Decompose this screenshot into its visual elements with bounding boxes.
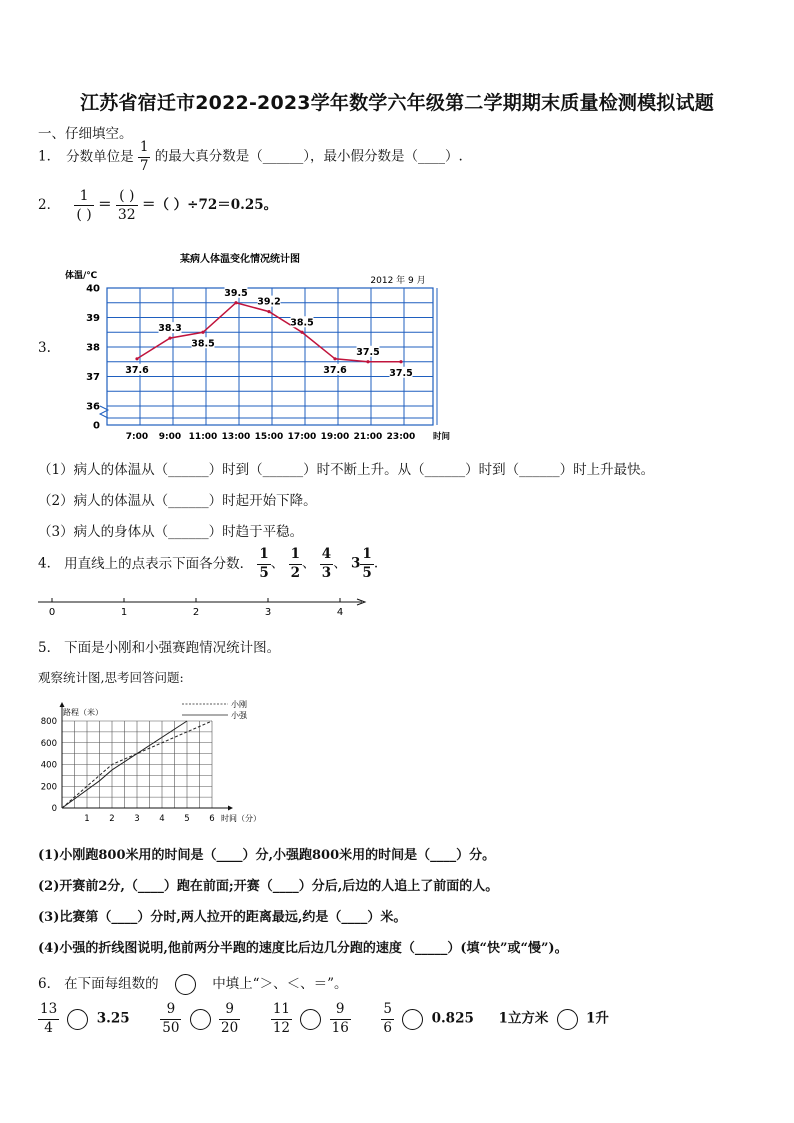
temp-xtick: 17:00 — [287, 432, 317, 442]
race-xtick: 5 — [184, 814, 190, 824]
question-5 — [38, 636, 280, 656]
race-chart-xticks — [84, 814, 214, 824]
race-xtick: 1 — [84, 814, 90, 824]
compare-circle-4[interactable] — [402, 1009, 423, 1030]
q2-equals: ＝ — [98, 197, 112, 213]
race-ytick: 400 — [40, 760, 57, 771]
temp-ytick: 0 — [93, 420, 100, 432]
question-4: 4． 用直线上的点表示下面各分数． $\frac{1}{5}$ 、 $\frac{1}{2}$ 、 $\frac{4}{3}$ 、 3 $\frac{1}{5}$ . — [38, 546, 379, 581]
q6-g2-left: $\frac{9}{50}$ — [162, 1001, 180, 1036]
page-title: 江苏省宿迁市2022-2023学年数学六年级第二学期期末质量检测模拟试题 — [80, 92, 714, 114]
race-ytick: 800 — [40, 717, 57, 727]
q5-sub4: (4)小强的折线图说明,他前两分半跑的速度比后边几分跑的速度（_____）(填“快”或“慢”)。 — [38, 941, 568, 956]
temp-xtick: 23:00 — [386, 432, 416, 442]
q3-sub1: （1）病人的体温从（______）时到（______）时不断上升。从（______）时到（______）时上升最快。 — [38, 462, 655, 478]
temp-data-label: 37.6 — [323, 364, 347, 376]
temp-xtick: 15:00 — [254, 432, 284, 442]
q2-fraction-1: $\frac{1}{( )}$ — [76, 188, 92, 223]
temp-xtick: 9:00 — [158, 432, 182, 442]
temp-ytick: 39 — [86, 313, 100, 324]
q6-g3-right: $\frac{9}{16}$ — [331, 1001, 349, 1036]
q6-g1-left: $\frac{13}{4}$ — [40, 1001, 58, 1036]
q4-number: 4． — [38, 555, 61, 572]
temp-data-label: 39.2 — [257, 296, 281, 308]
temp-point — [234, 301, 237, 304]
temp-data-label: 37.6 — [125, 364, 149, 376]
temp-data-label: 39.5 — [224, 287, 248, 299]
temp-chart-xlabel: 时间 — [433, 432, 451, 442]
temp-chart-xticks — [126, 432, 416, 442]
q6-g4-left: $\frac{5}{6}$ — [383, 1001, 392, 1036]
race-chart-ylabel: 路程（米） — [63, 708, 103, 717]
temp-point — [366, 360, 369, 363]
temp-xtick: 13:00 — [221, 432, 251, 442]
temp-data-label: 37.5 — [356, 346, 380, 358]
q5-sub1: (1)小刚跑800米用的时间是（____）分,小强跑800米用的时间是（____）分。 — [38, 848, 496, 863]
temp-ytick: 36 — [86, 401, 100, 413]
q5-sub3: (3)比赛第（____）分时,两人拉开的距离最远,约是（____）米。 — [38, 910, 407, 925]
temp-data-label: 37.5 — [389, 367, 413, 379]
number-line-label: 0 — [48, 607, 56, 618]
temp-xtick: 7:00 — [125, 432, 149, 442]
q4-fraction-1: $\frac{1}{5}$ — [259, 546, 269, 581]
q6-groups — [38, 1003, 609, 1035]
q6-g3-left: $\frac{11}{12}$ — [272, 1001, 291, 1036]
number-line-label: 1 — [120, 607, 128, 618]
number-line — [35, 592, 375, 622]
temp-xtick: 19:00 — [320, 432, 350, 442]
temp-ytick: 40 — [86, 283, 100, 295]
compare-circle-1[interactable] — [67, 1009, 88, 1030]
q2-rest: ＝（ ）÷72＝0.25。 — [141, 197, 278, 213]
temp-point — [267, 310, 270, 313]
temp-chart-yticks — [86, 284, 100, 432]
q5-text: 下面是小刚和小强赛跑情况统计图。 — [64, 640, 281, 656]
race-xtick: 4 — [159, 814, 165, 824]
temp-chart-ylabel: 体温/℃ — [65, 271, 98, 281]
race-chart-yticks — [41, 717, 57, 814]
q1-pre: 分数单位是 — [66, 148, 134, 165]
number-line-label: 3 — [264, 607, 272, 618]
q6-g5-right: 1升 — [585, 1010, 609, 1027]
q5-sub2: (2)开赛前2分,（____）跑在前面;开赛（____）分后,后边的人追上了前面的人。 — [38, 879, 499, 894]
legend-label: 小强 — [231, 711, 247, 720]
race-ytick: 600 — [40, 738, 57, 749]
temp-chart-title: 某病人体温变化情况统计图 — [180, 254, 300, 265]
temp-data-label: 38.5 — [290, 317, 314, 329]
temp-data-label: 38.3 — [158, 323, 182, 335]
temp-xtick: 11:00 — [188, 432, 218, 442]
temp-xtick: 21:00 — [353, 432, 383, 442]
q5-number: 5． — [38, 640, 61, 656]
temp-data-label: 38.5 — [191, 338, 215, 350]
temp-chart-subtitle: 2012 年 9 月 — [370, 276, 426, 286]
compare-circle-5[interactable] — [557, 1009, 578, 1030]
q2-fraction-2: $\frac{( )}{32}$ — [117, 188, 136, 223]
q4-fraction-2: $\frac{1}{2}$ — [290, 546, 300, 581]
temp-chart-grid — [107, 288, 437, 425]
number-line-label: 2 — [192, 607, 200, 618]
legend-label: 小刚 — [231, 700, 247, 709]
question-2 — [38, 189, 277, 222]
q4-mixed-fraction: $\frac{1}{5}$ — [362, 546, 372, 581]
compare-circle-3[interactable] — [300, 1009, 321, 1030]
temp-point — [168, 337, 171, 340]
temp-point — [201, 331, 204, 334]
race-xtick: 6 — [209, 814, 215, 824]
q6-g4-right: 0.825 — [431, 1010, 474, 1027]
q6-post: 中填上“＞、＜、＝”。 — [212, 976, 348, 992]
number-line-label: 4 — [336, 607, 344, 618]
question-1 — [38, 141, 463, 173]
q5-observe: 观察统计图,思考回答问题: — [38, 670, 184, 685]
temp-point — [399, 360, 402, 363]
q4-mixed-whole: 3 — [351, 555, 361, 572]
race-chart — [35, 698, 285, 828]
q4-text: 用直线上的点表示下面各分数． — [64, 555, 254, 572]
temp-ytick: 38 — [86, 342, 100, 354]
q6-g1-right: 3.25 — [96, 1010, 130, 1027]
temp-point — [300, 331, 303, 334]
q1-fraction: $\frac{1}{7}$ — [139, 139, 149, 174]
q3-sub3: （3）病人的身体从（______）时趋于平稳。 — [38, 524, 304, 540]
compare-circle-2[interactable] — [190, 1009, 211, 1030]
temp-ytick: 37 — [86, 372, 100, 383]
q4-fraction-3: $\frac{4}{3}$ — [321, 546, 332, 581]
q3-number: 3. — [38, 340, 51, 356]
race-xtick: 3 — [134, 814, 140, 824]
race-chart-legend — [182, 699, 248, 720]
q6-g2-right: $\frac{9}{20}$ — [221, 1001, 239, 1036]
q1-number: 1． — [38, 148, 61, 165]
q1-post: 的最大真分数是（______），最小假分数是（____）. — [154, 148, 463, 165]
q6-pre: 在下面每组数的 — [64, 976, 159, 992]
race-xtick: 2 — [109, 814, 115, 824]
q3-sub2: （2）病人的体温从（______）时起开始下降。 — [38, 493, 317, 509]
y-axis-arrow-icon — [60, 702, 65, 707]
race-chart-xlabel: 时间（分） — [221, 814, 261, 823]
q6-g5-left: 1立方米 — [498, 1010, 549, 1027]
temp-point — [135, 357, 138, 360]
race-ytick: 200 — [40, 782, 57, 793]
q2-number: 2． — [38, 197, 61, 213]
x-axis-arrow-icon — [228, 806, 233, 811]
q6-number: 6． — [38, 976, 61, 992]
answer-circle[interactable] — [175, 974, 196, 995]
temperature-chart — [55, 248, 455, 448]
section-heading: 一、仔细填空。 — [38, 126, 133, 142]
race-ytick: 0 — [51, 804, 57, 814]
temp-point — [333, 357, 336, 360]
question-6 — [38, 972, 348, 995]
race-chart-grid — [60, 702, 234, 811]
